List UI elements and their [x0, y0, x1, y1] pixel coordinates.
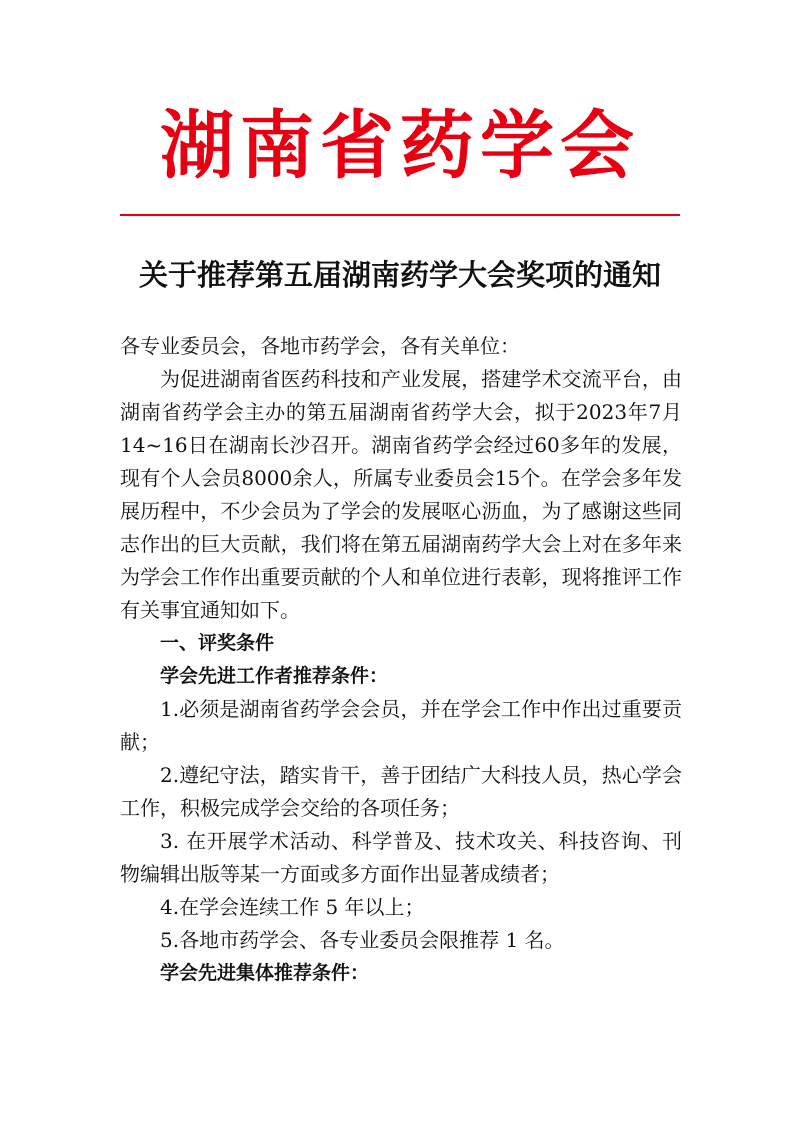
criteria-item: 5.各地市药学会、各专业委员会限推荐 1 名。 [160, 928, 565, 952]
intro-paragraph: 为促进湖南省医药科技和产业发展，搭建学术交流平台，由湖南省药学会主办的第五届湖南省药学大会，拟于2023年7月14~16日在湖南长沙召开。湖南省药学会经过60多年的发展，现有个人会员8000余人，所属专业委员会15个。在学会多年发展历程中，不少会员为了学会的发展呕心沥血，为了感谢这些同志作出的巨大贡献，我们将在第五届湖南药学大会上对在多年来为学会工作作出重要贡献的个人和单位进行表彰，现将推评工作有关事宜通知如下。 [120, 367, 682, 622]
subheading-advanced-worker: 学会先进工作者推荐条件： [160, 665, 389, 687]
section-heading-award-criteria: 一、评奖条件 [160, 632, 275, 654]
criteria-item: 2.遵纪守法，踏实肯干，善于团结广大科技人员，热心学会工作，积极完成学会交给的各项任务； [120, 763, 682, 820]
org-masthead: 湖南省药学会 [160, 103, 640, 189]
criteria-item: 1.必须是湖南省药学会会员，并在学会工作中作出过重要贡献； [120, 697, 682, 754]
document-title: 关于推荐第五届湖南药学大会奖项的通知 [138, 258, 661, 292]
salutation: 各专业委员会，各地市药学会，各有关单位： [120, 334, 520, 358]
criteria-item: 3. 在开展学术活动、科学普及、技术攻关、科技咨询、刊物编辑出版等某一方面或多方面作出显著成绩者； [120, 829, 682, 886]
criteria-item: 4.在学会连续工作 5 年以上； [160, 895, 425, 919]
document-body [120, 330, 682, 990]
red-divider-rule [120, 214, 680, 216]
subheading-advanced-collective: 学会先进集体推荐条件： [160, 962, 370, 984]
